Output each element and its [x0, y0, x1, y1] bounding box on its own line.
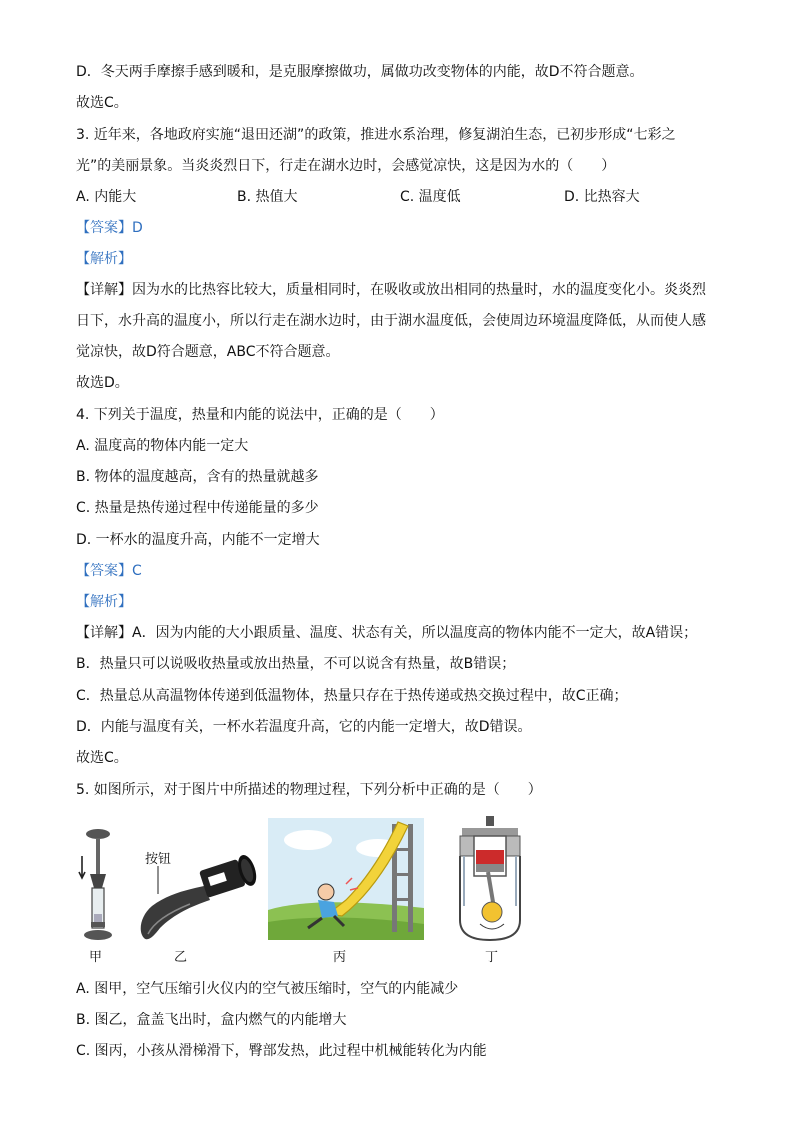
q3-stem-2: 光”的美丽景象。当炎炎烈日下，行走在湖水边时，会感觉凉快，这是因为水的（ ）	[76, 158, 616, 174]
q4-answer: 【答案】C	[76, 563, 142, 579]
figure-caption-yi: 乙	[174, 950, 188, 965]
figure-caption-bing: 丙	[333, 950, 347, 965]
q4-detail-3: C．热量总从高温物体传递到低温物体，热量只存在于热传递或热交换过程中，故C正确；	[76, 688, 628, 704]
q4-detail-2: B．热量只可以说吸收热量或放出热量，不可以说含有热量，故B错误；	[76, 656, 516, 672]
figure-bing-slide	[268, 818, 424, 940]
figure-caption-ding: 丁	[485, 950, 499, 965]
q3-conclusion: 故选D。	[76, 375, 129, 391]
q3-answer: 【答案】D	[76, 220, 143, 236]
q3-option-c: C. 温度低	[400, 189, 461, 205]
q4-option-a: A. 温度高的物体内能一定大	[76, 438, 249, 454]
q4-option-b: B. 物体的温度越高，含有的热量就越多	[76, 469, 319, 485]
line-prev-d: D．冬天两手摩擦手感到暖和，是克服摩擦做功，属做功改变物体的内能，故D不符合题意。	[76, 64, 644, 80]
q3-option-b: B. 热值大	[237, 189, 298, 205]
q4-option-c: C. 热量是热传递过程中传递能量的多少	[76, 500, 319, 516]
q3-option-d: D. 比热容大	[564, 189, 640, 205]
q3-analysis-label: 【解析】	[76, 251, 132, 267]
q4-detail-4: D．内能与温度有关，一杯水若温度升高，它的内能一定增大，故D错误。	[76, 719, 532, 735]
figure-yi-ignition-box	[130, 846, 270, 942]
figure-jia-compression-igniter	[76, 826, 120, 944]
figure-ding-engine	[452, 816, 528, 944]
q3-detail-1: 【详解】因为水的比热容比较大，质量相同时，在吸收或放出相同的热量时，水的温度变化小。炎炎烈	[76, 282, 706, 298]
q3-option-a: A. 内能大	[76, 189, 137, 205]
q4-conclusion: 故选C。	[76, 750, 128, 766]
figure-caption-jia: 甲	[89, 950, 103, 965]
q5-option-c: C. 图丙，小孩从滑梯滑下，臀部发热，此过程中机械能转化为内能	[76, 1043, 487, 1059]
q3-detail-2: 日下，水升高的温度小，所以行走在湖水边时，由于湖水温度低，会使周边环境温度降低，从而使人感	[76, 313, 706, 329]
q4-analysis-label: 【解析】	[76, 594, 132, 610]
q3-detail-3: 觉凉快，故D符合题意，ABC不符合题意。	[76, 344, 340, 360]
q3-stem-1: 3. 近年来，各地政府实施“退田还湖”的政策，推进水系治理，修复湖泊生态，已初步形成“七彩之	[76, 127, 676, 143]
q4-option-d: D. 一杯水的温度升高，内能不一定增大	[76, 532, 320, 548]
q4-detail-1: 【详解】A．因为内能的大小跟质量、温度、状态有关，所以温度高的物体内能不一定大，故A错误；	[76, 625, 698, 641]
figure-yi-button-label: 按钮	[145, 852, 172, 867]
line-prev-answer: 故选C。	[76, 95, 128, 111]
q4-stem: 4. 下列关于温度，热量和内能的说法中，正确的是（ ）	[76, 407, 444, 423]
q5-stem: 5. 如图所示，对于图片中所描述的物理过程，下列分析中正确的是（ ）	[76, 782, 542, 798]
q5-option-a: A. 图甲，空气压缩引火仪内的空气被压缩时，空气的内能减少	[76, 981, 459, 997]
q5-option-b: B. 图乙，盒盖飞出时，盒内燃气的内能增大	[76, 1012, 347, 1028]
